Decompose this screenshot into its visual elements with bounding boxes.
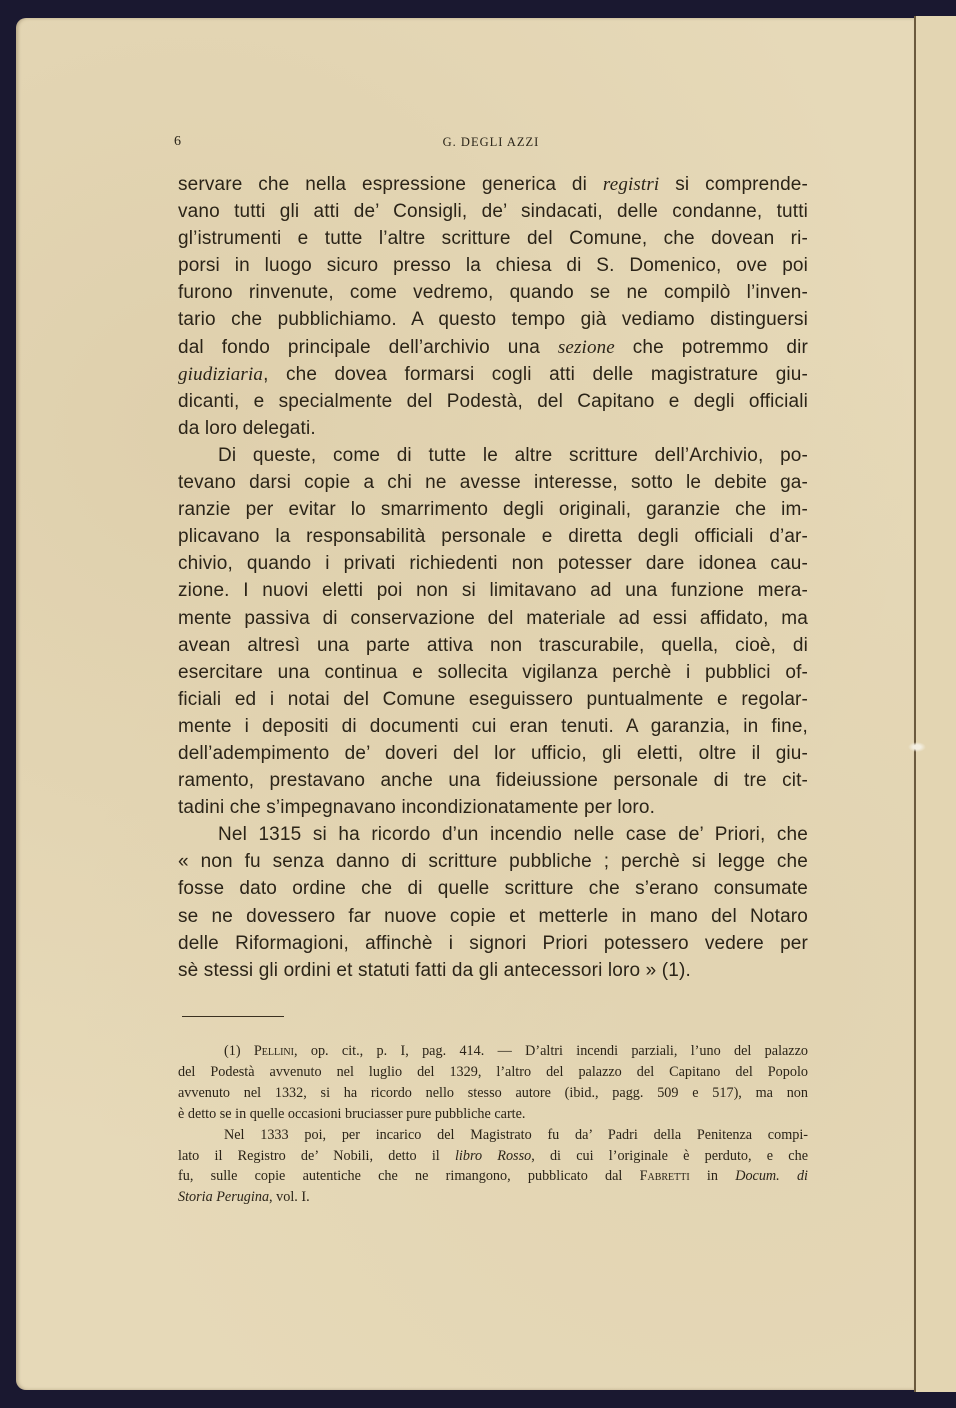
text-run: del Podestà avvenuto nel luglio del 1329, l’altro del palazzo del Capitano del Popolo: [178, 1063, 808, 1080]
text-run: avvenuto nel 1332, si ha ricordo nello stesso autore (ibid., pagg. 509 e 517), ma non: [178, 1084, 808, 1101]
text-line: [178, 1187, 808, 1208]
text-run: , op. cit., p. I, pag. 414. — D’altri incendi parziali, l’uno del palazzo: [293, 1043, 808, 1059]
text-run: è detto se in quelle occasioni bruciasser pure pubbliche carte.: [178, 1105, 526, 1122]
text-run: dell’adempimento de’ doveri del lor ufficio, gli eletti, oltre il giu-: [178, 742, 808, 764]
text-line: [178, 767, 808, 794]
text-run: ficiali ed i notai del Comune eseguissero puntualmente e regolar-: [178, 688, 808, 710]
text-run: dicanti, e specialmente del Podestà, del Capitano e degli officiali: [178, 390, 808, 412]
text-run: , che dovea formarsi cogli atti delle magistrature giu-: [263, 363, 808, 385]
text-line: [178, 794, 808, 821]
footnote: [178, 1041, 808, 1125]
page-header: [174, 134, 808, 156]
text-line: [178, 252, 808, 279]
paper-blemish: [908, 742, 926, 752]
text-line: [178, 442, 808, 469]
text-line: [178, 577, 808, 604]
text-run: Nel 1333 poi, per incarico del Magistrato fu da’ Padri della Penitenza compi-: [224, 1126, 808, 1143]
text-run: , di cui l’originale è perduto, e che: [531, 1147, 808, 1164]
italic-text: giudiziaria: [178, 363, 264, 385]
text-line: [178, 821, 808, 848]
text-line: [178, 848, 808, 875]
text-run: (1): [224, 1043, 254, 1059]
text-run: vano tutti gli atti de’ Consigli, de’ sindacati, delle condanne, tutti: [178, 201, 808, 223]
text-line: [178, 523, 808, 550]
text-line: [178, 740, 808, 767]
text-line: [178, 605, 808, 632]
text-line: [178, 361, 808, 388]
text-run: lato il Registro de’ Nobili, detto il: [178, 1147, 455, 1164]
text-line: [178, 306, 808, 333]
text-run: ramento, prestavano anche una fideiussione personale di tre cit-: [178, 770, 808, 792]
text-run: in: [689, 1168, 736, 1185]
text-run: mente passiva di conservazione del materiale ad essi affidato, ma: [178, 607, 808, 629]
small-caps-name: Pellini: [253, 1043, 294, 1059]
italic-text: sezione: [557, 336, 615, 358]
text-line: [178, 1166, 808, 1187]
text-run: porsi in luogo sicuro presso la chiesa di S. Domenico, ove poi: [178, 255, 808, 277]
italic-text: Docum. di: [735, 1168, 808, 1185]
text-line: [178, 550, 808, 577]
text-line: [178, 469, 808, 496]
text-line: [178, 334, 808, 361]
next-page-edge: [914, 16, 956, 1392]
text-run: chivio, quando i privati richiedenti non potesser dare idonea cau-: [178, 553, 808, 575]
footnote-separator: [182, 1016, 284, 1017]
text-run: da loro delegati.: [178, 417, 316, 439]
footnotes: [178, 1041, 808, 1208]
text-line: [178, 632, 808, 659]
text-run: se ne dovessero far nuove copie et metterle in mano del Notaro: [178, 905, 808, 927]
paragraph: [178, 442, 808, 821]
text-line: [178, 1146, 808, 1167]
italic-text: Storia Perugina: [178, 1189, 270, 1206]
text-run: tevano darsi copie a chi ne avesse interesse, sotto le debite ga-: [178, 472, 808, 494]
text-run: furono rinvenute, come vedremo, quando se ne compilò l’inven-: [178, 282, 808, 304]
text-line: [178, 1083, 808, 1104]
running-title: G. DEGLI AZZI: [442, 135, 540, 149]
text-line: [178, 496, 808, 523]
text-run: plicavano la responsabilità personale e diretta degli officiali d’ar-: [178, 526, 808, 548]
page-number: 6: [174, 134, 181, 149]
text-run: fu, sulle copie autentiche che ne rimangono, pubblicato dal: [178, 1168, 640, 1185]
text-run: gl’istrumenti e tutte l’altre scritture del Comune, che dovean ri-: [178, 228, 808, 250]
text-run: avean altresì una parte attiva non trascurabile, quella, cioè, di: [178, 634, 808, 656]
text-line: [178, 930, 808, 957]
footnote: [178, 1125, 808, 1209]
text-line: [178, 1062, 808, 1083]
text-run: mente i depositi di documenti cui eran tenuti. A garanzia, in fine,: [178, 715, 808, 737]
text-run: Nel 1315 si ha ricordo d’un incendio nelle case de’ Priori, che: [218, 824, 808, 846]
italic-text: registri: [602, 174, 660, 195]
text-run: esercitare una continua e sollecita vigilanza perchè i pubblici of-: [178, 661, 808, 683]
text-line: [178, 171, 808, 198]
paragraph: [178, 171, 808, 442]
text-line: [178, 388, 808, 415]
text-run: fosse dato ordine che di quelle scritture che s’erano consumate: [178, 878, 808, 900]
text-line: [178, 1104, 808, 1125]
text-line: [178, 686, 808, 713]
text-run: ranzie per evitar lo smarrimento degli originali, garanzie che im-: [178, 499, 808, 521]
text-line: [178, 1125, 808, 1146]
text-run: dal fondo principale dell’archivio una: [178, 336, 558, 358]
text-line: [178, 713, 808, 740]
text-run: tadini che s’impegnavano incondizionatamente per loro.: [178, 797, 656, 819]
text-line: [178, 903, 808, 930]
text-run: si comprende-: [659, 174, 808, 195]
text-run: « non fu senza danno di scritture pubbliche ; perchè si legge che: [178, 851, 808, 873]
text-run: tario che pubblichiamo. A questo tempo già vediamo distinguersi: [178, 309, 808, 331]
text-line: [178, 279, 808, 306]
text-line: [178, 415, 808, 442]
text-run: che potremmo dir: [614, 336, 808, 358]
text-run: delle Riformagioni, affinchè i signori Priori potessero vedere per: [178, 932, 808, 954]
text-run: servare che nella espressione generica di: [178, 174, 603, 195]
small-caps-name: Fabretti: [639, 1168, 690, 1185]
paragraph: [178, 821, 808, 984]
text-line: [178, 875, 808, 902]
text-line: [178, 225, 808, 252]
text-line: [178, 1041, 808, 1062]
main-text: [178, 171, 808, 984]
text-run: , vol. I.: [269, 1189, 310, 1206]
text-line: [178, 957, 808, 984]
text-run: sè stessi gli ordini et statuti fatti da gli antecessori loro » (1).: [178, 959, 691, 981]
text-line: [178, 198, 808, 225]
text-run: Di queste, come di tutte le altre scritture dell’Archivio, po-: [218, 444, 808, 466]
text-run: zione. I nuovi eletti poi non si limitavano ad una funzione mera-: [178, 580, 808, 602]
italic-text: libro Rosso: [454, 1147, 532, 1164]
text-line: [178, 659, 808, 686]
